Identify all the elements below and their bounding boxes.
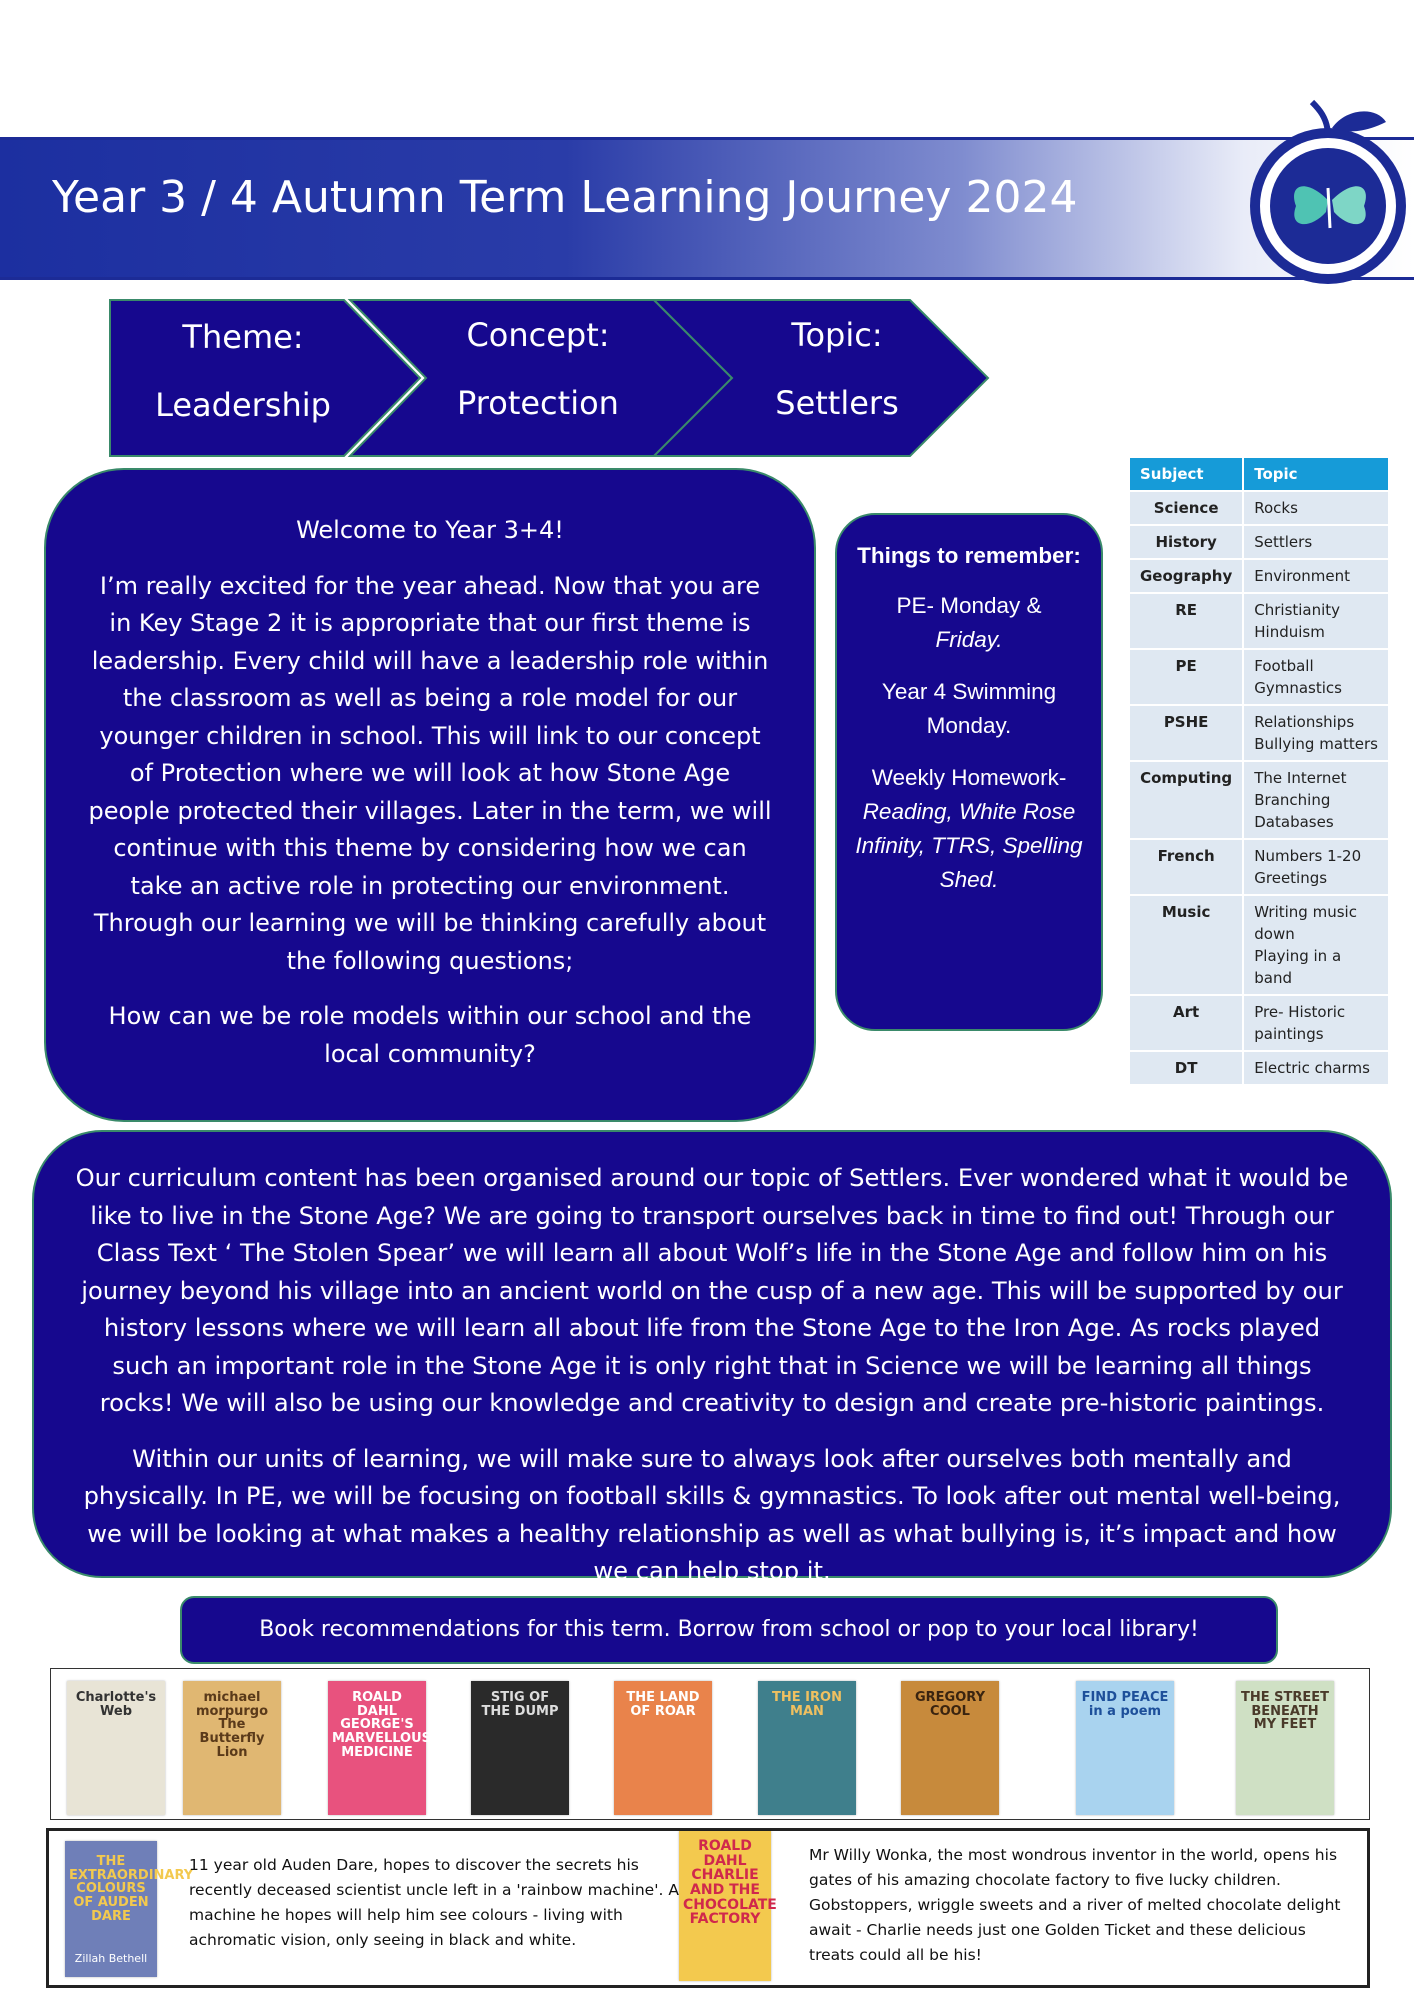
- book-cover-auden-dare-title: THE EXTRAORDINARY COLOURS OF AUDEN DARE: [69, 1854, 194, 1924]
- book-cover: [1076, 1681, 1174, 1815]
- column-header-subject: Subject: [1130, 458, 1242, 490]
- book-cover-title: THE LAND OF ROAR: [626, 1690, 700, 1719]
- book-cover-title: GREGORY COOL: [915, 1690, 985, 1719]
- topic-value: Settlers: [775, 384, 899, 422]
- book-cover-title: ROALD DAHL GEORGE'S MARVELLOUS MEDICINE: [332, 1690, 432, 1760]
- book-cover-title: FIND PEACE in a poem: [1081, 1690, 1169, 1719]
- subject-cell: Geography: [1130, 560, 1242, 592]
- table-row: [1130, 840, 1388, 894]
- book-cover-charlie: [679, 1831, 777, 1981]
- school-logo: [1236, 88, 1414, 288]
- book-cover: [67, 1681, 165, 1815]
- topic-label: Topic:: [791, 316, 883, 354]
- subject-cell: RE: [1130, 594, 1242, 648]
- topic-cell: Relationships Bullying matters: [1244, 706, 1388, 760]
- topic-cell: Electric charms: [1244, 1052, 1388, 1084]
- theme-label: Theme:: [182, 318, 304, 356]
- topic-cell: Pre- Historic paintings: [1244, 996, 1388, 1050]
- table-row: [1130, 706, 1388, 760]
- reminders-title: Things to remember:: [857, 543, 1081, 568]
- table-header-row: [1130, 458, 1388, 490]
- column-header-topic: Topic: [1244, 458, 1388, 490]
- reminder-pe-days: PE- Monday &: [896, 593, 1042, 618]
- book-description-auden-dare: 11 year old Auden Dare, hopes to discover the secrets his recently deceased scientist uncle left in a 'rainbow machine'. A machine he hopes will help him see colours - living with achromatic vision, only seeing in black and white.: [189, 1856, 679, 1949]
- curriculum-box: [32, 1130, 1392, 1585]
- reminder-homework-label: Weekly Homework-: [871, 765, 1067, 790]
- subject-cell: PE: [1130, 650, 1242, 704]
- curriculum-paragraph-1: Our curriculum content has been organised around our topic of Settlers. Ever wondered what it would be like to live in the Stone Age? We are going to transport ourselves back in time to find out! Through our Class Text ‘ The Stolen Spear’ we will learn all about Wolf’s life in the Stone Age and follow him on his journey beyond his village into an ancient world on the cusp of a new age. This will be supported by our history lessons where we will learn all about life from the Stone Age to the Iron Age. As rocks played such an important role in the Stone Age it is only right that in Science we will be learning all things rocks! We will also be using our knowledge and creativity to design and create pre-historic paintings.: [75, 1164, 1349, 1417]
- subject-cell: Computing: [1130, 762, 1242, 838]
- book-cover-auden-dare: [65, 1841, 194, 1977]
- topic-cell: The Internet Branching Databases: [1244, 762, 1388, 838]
- book-cover-title: STIG OF THE DUMP: [481, 1690, 559, 1719]
- table-row: [1130, 594, 1388, 648]
- book-cover: [901, 1681, 999, 1815]
- concept-label: Concept:: [466, 316, 610, 354]
- subject-cell: History: [1130, 526, 1242, 558]
- book-cover: [758, 1681, 856, 1815]
- topic-cell: Settlers: [1244, 526, 1388, 558]
- reminder-homework: [853, 761, 1085, 897]
- welcome-box: [44, 468, 816, 1122]
- book-cover: [614, 1681, 712, 1815]
- chevron-topic: [652, 298, 992, 458]
- reminder-homework-list: Reading, White Rose Infinity, TTRS, Spelling Shed.: [855, 799, 1083, 892]
- subject-cell: Music: [1130, 896, 1242, 994]
- table-row: [1130, 896, 1388, 994]
- book-cover-title: THE IRON MAN: [772, 1690, 842, 1719]
- book-cover-auden-dare-author: Zillah Bethell: [74, 1952, 148, 1965]
- concept-value: Protection: [457, 384, 619, 422]
- table-row: [1130, 650, 1388, 704]
- reminder-pe: [853, 589, 1085, 657]
- subject-cell: DT: [1130, 1052, 1242, 1084]
- subject-topic-table: [1128, 456, 1390, 1086]
- table-row: [1130, 1052, 1388, 1084]
- table-row: [1130, 560, 1388, 592]
- subject-cell: Art: [1130, 996, 1242, 1050]
- topic-cell: Numbers 1-20 Greetings: [1244, 840, 1388, 894]
- reminder-swimming: Year 4 Swimming Monday.: [881, 679, 1057, 738]
- reminders-box: [835, 513, 1103, 1031]
- subject-cell: French: [1130, 840, 1242, 894]
- book-cover: [328, 1681, 432, 1815]
- topic-cell: Environment: [1244, 560, 1388, 592]
- welcome-question: How can we be role models within our school and the local community?: [108, 1002, 752, 1068]
- topic-cell: Christianity Hinduism: [1244, 594, 1388, 648]
- book-covers-strip: [50, 1668, 1370, 1820]
- book-cover-title: Charlotte's Web: [75, 1690, 157, 1719]
- page-title: Year 3 / 4 Autumn Term Learning Journey 2024: [52, 172, 1078, 223]
- book-description-charlie: Mr Willy Wonka, the most wondrous inventor in the world, opens his gates of his amazing chocolate factory to five lucky children. Gobstoppers, wriggle sweets and a river of melted chocolate delight await - Charlie needs just one Golden Ticket and these delicious treats could all be his!: [809, 1846, 1341, 1964]
- book-cover-title: michael morpurgo The Butterfly Lion: [195, 1690, 269, 1760]
- book-recommendations-banner: Book recommendations for this term. Borrow from school or pop to your local library!: [180, 1596, 1278, 1664]
- table-row: [1130, 996, 1388, 1050]
- table-row: [1130, 526, 1388, 558]
- book-cover: [471, 1681, 569, 1815]
- theme-value: Leadership: [155, 386, 331, 424]
- topic-cell: Football Gymnastics: [1244, 650, 1388, 704]
- curriculum-paragraph-2: Within our units of learning, we will make sure to always look after ourselves both mentally and physically. In PE, we will be focusing on football skills & gymnastics. To look after out mental well-being, we will be looking at what makes a healthy relationship as well as what bullying is, it’s impact and how we can help stop it.: [83, 1444, 1341, 1585]
- book-cover: [1236, 1681, 1334, 1815]
- book-cover: [183, 1681, 281, 1815]
- subject-cell: Science: [1130, 492, 1242, 524]
- topic-cell: Rocks: [1244, 492, 1388, 524]
- topic-cell: Writing music down Playing in a band: [1244, 896, 1388, 994]
- subject-cell: PSHE: [1130, 706, 1242, 760]
- book-cover-charlie-title: ROALD DAHL CHARLIE AND THE CHOCOLATE FACTORY: [683, 1838, 777, 1928]
- table-row: [1130, 762, 1388, 838]
- reminder-pe-friday: Friday.: [935, 627, 1003, 652]
- welcome-heading: Welcome to Year 3+4!: [296, 516, 564, 544]
- book-cover-title: THE STREET BENEATH MY FEET: [1240, 1690, 1330, 1733]
- featured-books-panel: [46, 1828, 1370, 1988]
- table-row: [1130, 492, 1388, 524]
- welcome-body: I’m really excited for the year ahead. Now that you are in Key Stage 2 it is appropriate that our first theme is leadership. Every child will have a leadership role within the classroom as well as being a role model for our younger children in school. This will link to our concept of Protection where we will look at how Stone Age people protected their villages. Later in the term, we will continue with this theme by considering how we can take an active role in protecting our environment. Through our learning we will be thinking carefully about the following questions;: [88, 571, 772, 975]
